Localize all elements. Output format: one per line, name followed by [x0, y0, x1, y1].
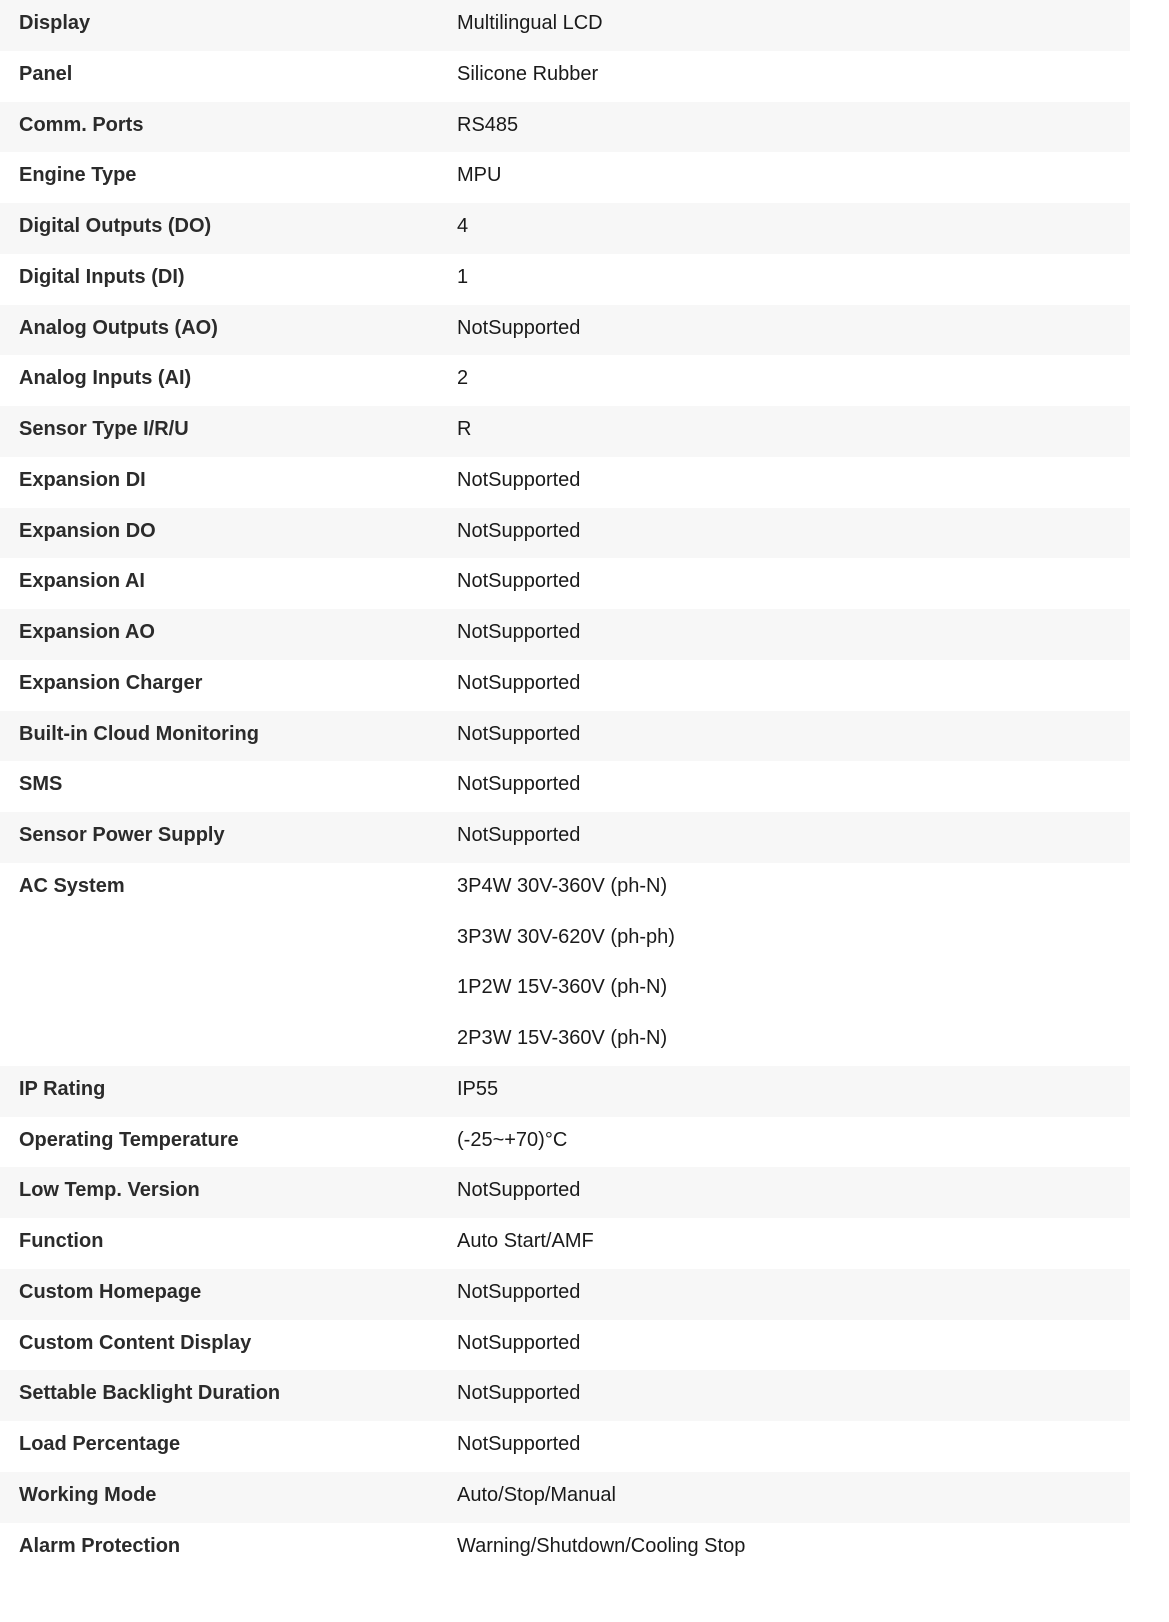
spec-label: Working Mode — [19, 1483, 157, 1506]
spec-label: Analog Inputs (AI) — [19, 367, 192, 390]
spec-value-cell — [457, 863, 1130, 1066]
spec-label: Expansion DO — [19, 519, 156, 542]
spec-label-cell — [0, 1370, 457, 1421]
spec-value-cell — [457, 1370, 1130, 1421]
spec-value-cell — [457, 254, 1130, 305]
spec-label-cell — [0, 508, 457, 559]
spec-value-cell — [457, 1218, 1130, 1269]
spec-row — [0, 761, 1130, 812]
spec-value: 2P3W 15V-360V (ph-N) — [457, 1027, 668, 1049]
spec-label: Panel — [19, 62, 73, 85]
spec-label-cell — [0, 102, 457, 153]
spec-row — [0, 102, 1130, 153]
spec-value: NotSupported — [457, 722, 581, 745]
spec-value: (-25~+70)°C — [457, 1128, 568, 1151]
spec-value: 1 — [457, 265, 469, 288]
spec-label: Operating Temperature — [19, 1128, 239, 1151]
spec-row — [0, 1117, 1130, 1168]
spec-value-cell — [457, 558, 1130, 609]
spec-value: IP55 — [457, 1077, 499, 1100]
spec-row — [0, 812, 1130, 863]
spec-value-cell — [457, 305, 1130, 356]
spec-label: Digital Outputs (DO) — [19, 215, 212, 237]
spec-value-cell — [457, 609, 1130, 660]
spec-label-cell — [0, 51, 457, 102]
spec-row — [0, 1472, 1130, 1523]
spec-label: Load Percentage — [19, 1433, 181, 1455]
spec-value: 2 — [457, 367, 469, 390]
spec-label-cell — [0, 812, 457, 863]
spec-value-cell — [457, 711, 1130, 762]
spec-label-cell — [0, 305, 457, 356]
spec-label-cell — [0, 1523, 457, 1574]
spec-value: NotSupported — [457, 1433, 581, 1455]
spec-label-cell — [0, 1472, 457, 1523]
spec-value: NotSupported — [457, 1331, 581, 1354]
spec-value-cell — [457, 761, 1130, 812]
spec-value: Warning/Shutdown/Cooling Stop — [457, 1534, 746, 1557]
spec-value-cell — [457, 0, 1130, 51]
spec-label-cell — [0, 203, 457, 254]
spec-label: Built-in Cloud Monitoring — [19, 722, 259, 745]
spec-label: SMS — [19, 773, 63, 796]
spec-value: 1P2W 15V-360V (ph-N) — [457, 976, 668, 999]
spec-label: Custom Content Display — [19, 1331, 252, 1354]
spec-label: Engine Type — [19, 164, 137, 187]
spec-value: NotSupported — [457, 621, 581, 643]
spec-label-cell — [0, 711, 457, 762]
spec-row — [0, 457, 1130, 508]
spec-row — [0, 1269, 1130, 1320]
spec-value: R — [457, 418, 472, 440]
spec-value: MPU — [457, 164, 502, 187]
spec-value: NotSupported — [457, 773, 581, 796]
spec-label: Comm. Ports — [19, 113, 144, 136]
spec-label: Sensor Type I/R/U — [19, 418, 189, 440]
spec-label-cell — [0, 609, 457, 660]
spec-label: Settable Backlight Duration — [19, 1382, 281, 1405]
spec-label-cell — [0, 355, 457, 406]
spec-value-cell — [457, 660, 1130, 711]
spec-label-cell — [0, 1269, 457, 1320]
spec-value-cell — [457, 812, 1130, 863]
spec-label-cell — [0, 558, 457, 609]
spec-value: NotSupported — [457, 468, 581, 491]
spec-label: Analog Outputs (AO) — [19, 316, 218, 339]
spec-row — [0, 1523, 1130, 1574]
spec-label: Expansion AO — [19, 621, 155, 643]
spec-value: NotSupported — [457, 671, 581, 694]
spec-row — [0, 660, 1130, 711]
spec-row — [0, 0, 1130, 51]
spec-label-cell — [0, 863, 457, 1066]
spec-row — [0, 711, 1130, 762]
spec-value-cell — [457, 457, 1130, 508]
spec-value: 4 — [457, 215, 469, 237]
spec-row — [0, 1421, 1130, 1472]
spec-value: NotSupported — [457, 316, 581, 339]
spec-value: NotSupported — [457, 519, 581, 542]
spec-row — [0, 1066, 1130, 1117]
spec-row — [0, 254, 1130, 305]
spec-row — [0, 152, 1130, 203]
spec-value-cell — [457, 508, 1130, 559]
spec-row — [0, 558, 1130, 609]
spec-row — [0, 508, 1130, 559]
spec-row — [0, 1320, 1130, 1371]
spec-label: Low Temp. Version — [19, 1179, 200, 1202]
spec-label: Expansion AI — [19, 570, 145, 593]
spec-value-cell — [457, 406, 1130, 457]
spec-value-cell — [457, 1066, 1130, 1117]
spec-row — [0, 406, 1130, 457]
spec-label-cell — [0, 1066, 457, 1117]
spec-label: AC System — [19, 874, 125, 897]
spec-value-cell — [457, 1320, 1130, 1371]
spec-label: Digital Inputs (DI) — [19, 265, 185, 288]
spec-label-cell — [0, 1218, 457, 1269]
spec-label: Expansion Charger — [19, 671, 203, 694]
spec-row — [0, 1167, 1130, 1218]
spec-value: Silicone Rubber — [457, 62, 599, 85]
spec-value-cell — [457, 1421, 1130, 1472]
spec-value: Auto Start/AMF — [457, 1230, 594, 1252]
spec-label: Expansion DI — [19, 468, 146, 491]
spec-value: NotSupported — [457, 570, 581, 593]
spec-label: IP Rating — [19, 1077, 106, 1100]
spec-label: Alarm Protection — [19, 1534, 181, 1557]
spec-label: Custom Homepage — [19, 1280, 202, 1303]
spec-value: Auto/Stop/Manual — [457, 1483, 616, 1506]
spec-label-cell — [0, 152, 457, 203]
spec-value: Multilingual LCD — [457, 12, 603, 34]
spec-label-cell — [0, 660, 457, 711]
spec-row — [0, 863, 1130, 1066]
spec-row — [0, 609, 1130, 660]
spec-value: NotSupported — [457, 1179, 581, 1202]
spec-label-cell — [0, 0, 457, 51]
spec-value-cell — [457, 152, 1130, 203]
spec-value-cell — [457, 1472, 1130, 1523]
spec-value-cell — [457, 51, 1130, 102]
spec-row — [0, 203, 1130, 254]
spec-label: Function — [19, 1230, 104, 1252]
spec-label-cell — [0, 457, 457, 508]
spec-row — [0, 305, 1130, 356]
spec-value-cell — [457, 1269, 1130, 1320]
spec-row — [0, 1218, 1130, 1269]
spec-label-cell — [0, 761, 457, 812]
spec-value-cell — [457, 1167, 1130, 1218]
spec-value: 3P4W 30V-360V (ph-N) — [457, 874, 668, 897]
spec-row — [0, 1370, 1130, 1421]
spec-label-cell — [0, 254, 457, 305]
spec-value-cell — [457, 102, 1130, 153]
spec-label-cell — [0, 1421, 457, 1472]
spec-row — [0, 51, 1130, 102]
spec-label-cell — [0, 1320, 457, 1371]
spec-label: Display — [19, 12, 91, 34]
spec-value: NotSupported — [457, 1382, 581, 1405]
spec-label-cell — [0, 1117, 457, 1168]
spec-value: RS485 — [457, 113, 519, 136]
spec-value: NotSupported — [457, 1280, 581, 1303]
spec-value-cell — [457, 1117, 1130, 1168]
spec-row — [0, 355, 1130, 406]
spec-label-cell — [0, 406, 457, 457]
spec-label: Sensor Power Supply — [19, 824, 225, 846]
spec-value-cell — [457, 1523, 1130, 1574]
spec-value-cell — [457, 203, 1130, 254]
spec-value: NotSupported — [457, 824, 581, 846]
spec-label-cell — [0, 1167, 457, 1218]
spec-value-cell — [457, 355, 1130, 406]
spec-value: 3P3W 30V-620V (ph-ph) — [457, 925, 675, 948]
